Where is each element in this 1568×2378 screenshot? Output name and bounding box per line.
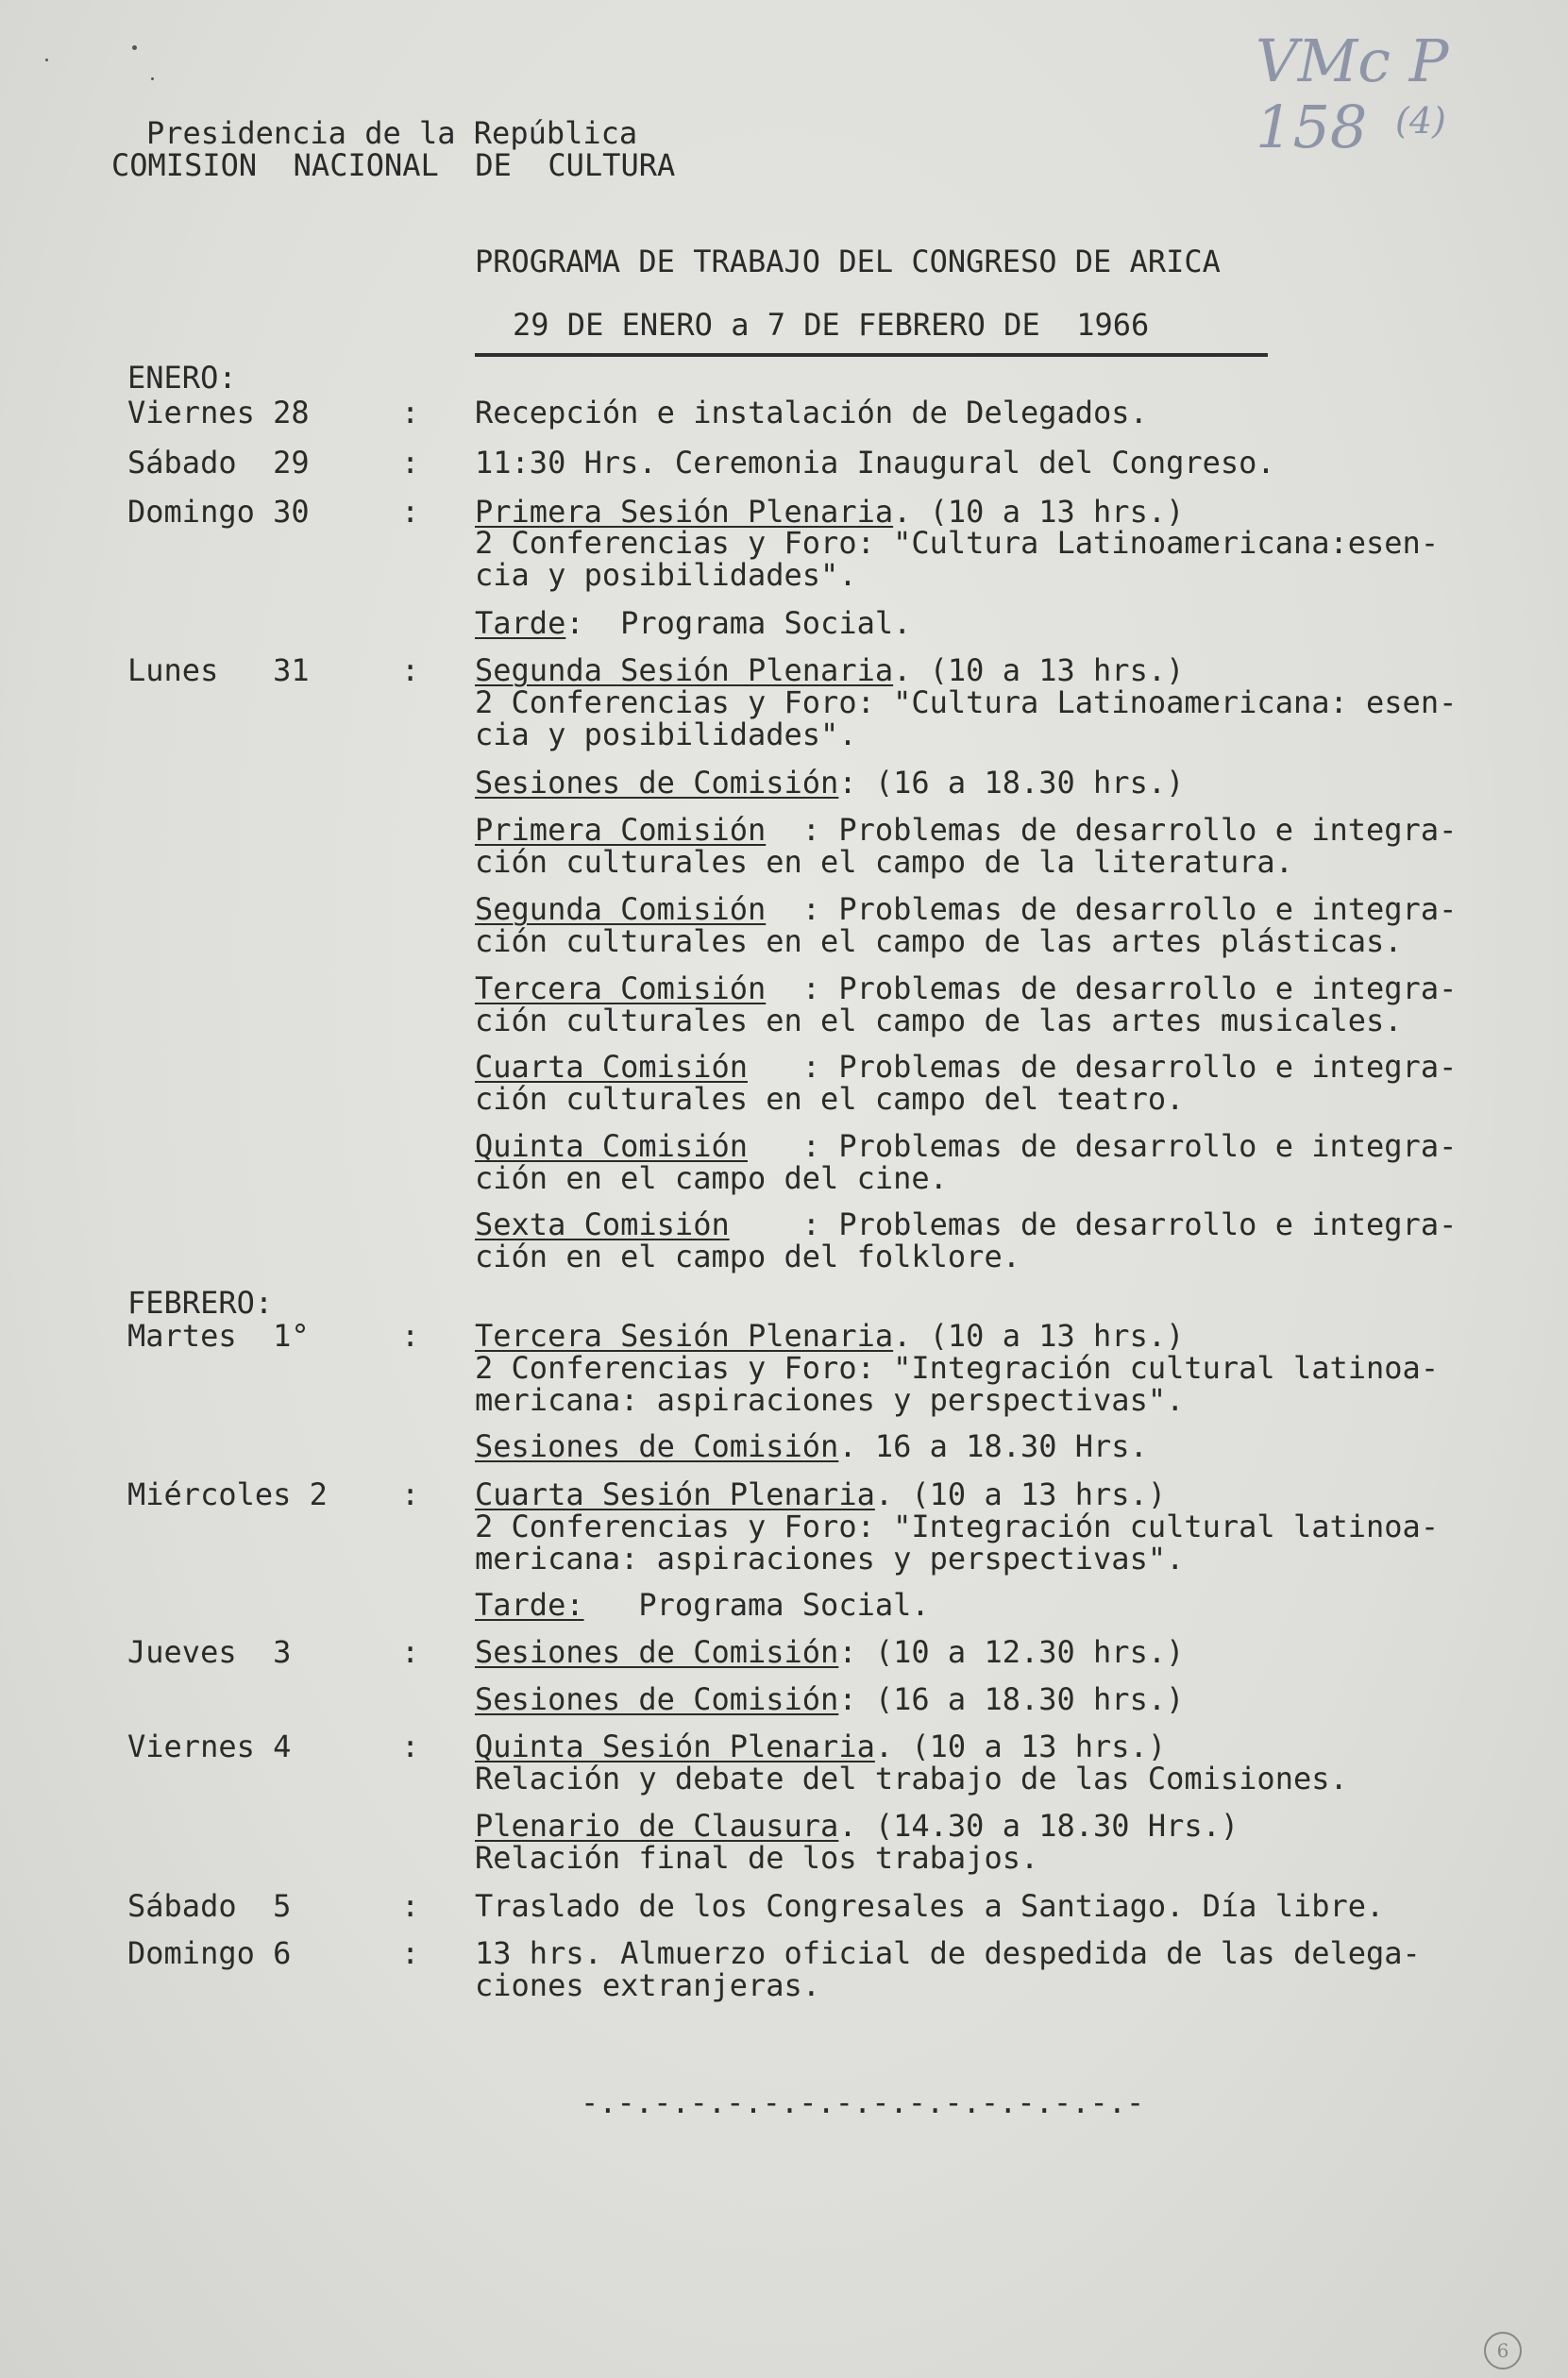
entry-text: ción en el campo del cine. (475, 1160, 948, 1196)
archive-reference: VMc P 158 (1256, 26, 1449, 161)
session-heading: Sesiones de Comisión (475, 1428, 839, 1464)
entry-text: 2 Conferencias y Foro: "Integración cultural latinoa- (475, 1509, 1440, 1544)
day-label: Domingo 30 (127, 494, 310, 530)
session-time: : (16 a 18.30 hrs.) (838, 1681, 1185, 1717)
session-time: . (10 a 13 hrs.) (893, 652, 1185, 688)
paper-speck (151, 77, 154, 80)
program-title: PROGRAMA DE TRABAJO DEL CONGRESO DE ARICA (475, 244, 1221, 279)
entry-text: 11:30 Hrs. Ceremonia Inaugural del Congreso. (475, 445, 1275, 481)
commission-heading: Sexta Comisión (475, 1206, 730, 1242)
session-heading: Tercera Sesión Plenaria (475, 1318, 894, 1354)
commission-topic: : Problemas de desarrollo e integra- (747, 1049, 1458, 1085)
commission-heading: Cuarta Comisión (475, 1049, 748, 1085)
commission-topic: : Problemas de desarrollo e integra- (766, 891, 1458, 927)
session-heading: Segunda Sesión Plenaria (475, 652, 894, 688)
entry-text: cia y posibilidades". (475, 557, 857, 593)
paper-speck (132, 45, 137, 50)
session-time: . 16 a 18.30 Hrs. (838, 1428, 1148, 1464)
session-time: . (10 a 13 hrs.) (893, 1318, 1185, 1354)
session-time: : (10 a 12.30 hrs.) (838, 1634, 1185, 1670)
entry-text: ciones extranjeras. (475, 1967, 821, 2003)
day-label: Viernes 28 (127, 395, 310, 430)
colon: : (401, 395, 420, 430)
entry-line (475, 1478, 1523, 1510)
entry-text: 2 Conferencias y Foro: "Cultura Latinoamericana: esen- (475, 684, 1458, 720)
entry-line (475, 767, 1523, 799)
month-january: ENERO: (127, 360, 237, 396)
day-label: Viernes 4 (127, 1729, 292, 1764)
colon: : (401, 1935, 420, 1971)
colon: : (401, 1634, 420, 1670)
entry-text: 13 hrs. Almuerzo oficial de despedida de las delega- (475, 1935, 1421, 1971)
entry-text: ción culturales en el campo del teatro. (475, 1081, 1185, 1117)
commission-line (475, 1208, 1523, 1240)
session-heading: Primera Sesión Plenaria (475, 494, 894, 530)
colon: : (401, 1476, 420, 1512)
entry-text: ción en el campo del folklore. (475, 1239, 1020, 1274)
session-time: . (14.30 a 18.30 Hrs.) (838, 1808, 1239, 1844)
commission-topic: : Problemas de desarrollo e integra- (747, 1128, 1458, 1164)
commission-line (475, 1051, 1523, 1083)
entry-text: 2 Conferencias y Foro: "Cultura Latinoamericana:esen- (475, 525, 1440, 561)
entry-text: cia y posibilidades". (475, 717, 857, 752)
entry-line (475, 607, 1523, 639)
header-presidency: Presidencia de la República (146, 115, 638, 151)
session-heading: Cuarta Sesión Plenaria (475, 1476, 875, 1512)
header-commission: COMISION NACIONAL DE CULTURA (111, 147, 676, 183)
commission-topic: : Problemas de desarrollo e integra- (729, 1206, 1458, 1242)
month-february: FEBRERO: (127, 1285, 274, 1321)
entry-line (475, 496, 1523, 528)
session-detail: : Programa Social. (565, 605, 912, 641)
program-dates: 29 DE ENERO a 7 DE FEBRERO DE 1966 (513, 307, 1150, 343)
colon: : (401, 1729, 420, 1764)
entry-text: Relación y debate del trabajo de las Comisiones. (475, 1761, 1348, 1796)
session-heading: Sesiones de Comisión (475, 1681, 839, 1717)
entry-text: ción culturales en el campo de la literatura. (475, 844, 1293, 880)
commission-topic: : Problemas de desarrollo e integra- (766, 970, 1458, 1006)
session-heading: Quinta Sesión Plenaria (475, 1729, 875, 1764)
commission-line (475, 893, 1523, 925)
day-label: Martes 1° (127, 1318, 310, 1354)
colon: : (401, 494, 420, 530)
entry-line (475, 1810, 1523, 1842)
commission-line (475, 814, 1523, 846)
entry-text: ción culturales en el campo de las artes musicales. (475, 1003, 1403, 1038)
entry-line (475, 1589, 1523, 1621)
commission-heading: Segunda Comisión (475, 891, 767, 927)
session-time: : (16 a 18.30 hrs.) (838, 765, 1185, 801)
day-label: Jueves 3 (127, 1634, 292, 1670)
entry-line (475, 1683, 1523, 1715)
entry-text: mericana: aspiraciones y perspectivas". (475, 1541, 1185, 1577)
commission-heading: Tercera Comisión (475, 970, 767, 1006)
day-label: Sábado 5 (127, 1888, 292, 1924)
day-label: Lunes 31 (127, 652, 310, 688)
entry-line (475, 1636, 1523, 1668)
paper-speck (45, 59, 48, 61)
session-time: . (10 a 13 hrs.) (874, 1729, 1167, 1764)
session-heading: Sesiones de Comisión (475, 1634, 839, 1670)
session-detail: Programa Social. (583, 1587, 930, 1623)
session-time: . (10 a 13 hrs.) (874, 1476, 1167, 1512)
commission-heading: Primera Comisión (475, 812, 767, 848)
entry-text: 2 Conferencias y Foro: "Integración cultural latinoa- (475, 1350, 1440, 1386)
entry-line (475, 654, 1523, 686)
commission-line (475, 1130, 1523, 1162)
day-label: Sábado 29 (127, 445, 310, 481)
page-stamp: 6 (1484, 2332, 1522, 2370)
entry-text: mericana: aspiraciones y perspectivas". (475, 1382, 1185, 1418)
day-label: Miércoles 2 (127, 1476, 328, 1512)
colon: : (401, 652, 420, 688)
commission-line (475, 972, 1523, 1004)
entry-line (475, 1430, 1523, 1462)
title-rule (475, 353, 1268, 357)
entry-text: Relación final de los trabajos. (475, 1840, 1039, 1876)
colon: : (401, 445, 420, 481)
entry-text: Recepción e instalación de Delegados. (475, 395, 1148, 430)
session-heading: Tarde: (475, 1587, 584, 1623)
footer-divider: -.-.-.-.-.-.-.-.-.-.-.-.-.-.-.- (581, 2084, 1145, 2120)
entry-text: Traslado de los Congresales a Santiago. Día libre. (475, 1888, 1385, 1924)
entry-line (475, 1320, 1523, 1352)
day-label: Domingo 6 (127, 1935, 292, 1971)
colon: : (401, 1888, 420, 1924)
colon: : (401, 1318, 420, 1354)
archive-subreference: (4) (1395, 100, 1446, 142)
session-time: . (10 a 13 hrs.) (893, 494, 1185, 530)
entry-line (475, 1730, 1523, 1762)
session-heading: Sesiones de Comisión (475, 765, 839, 801)
commission-heading: Quinta Comisión (475, 1128, 748, 1164)
commission-topic: : Problemas de desarrollo e integra- (766, 812, 1458, 848)
session-heading: Tarde (475, 605, 566, 641)
session-heading: Plenario de Clausura (475, 1808, 839, 1844)
entry-text: ción culturales en el campo de las artes plásticas. (475, 923, 1403, 959)
